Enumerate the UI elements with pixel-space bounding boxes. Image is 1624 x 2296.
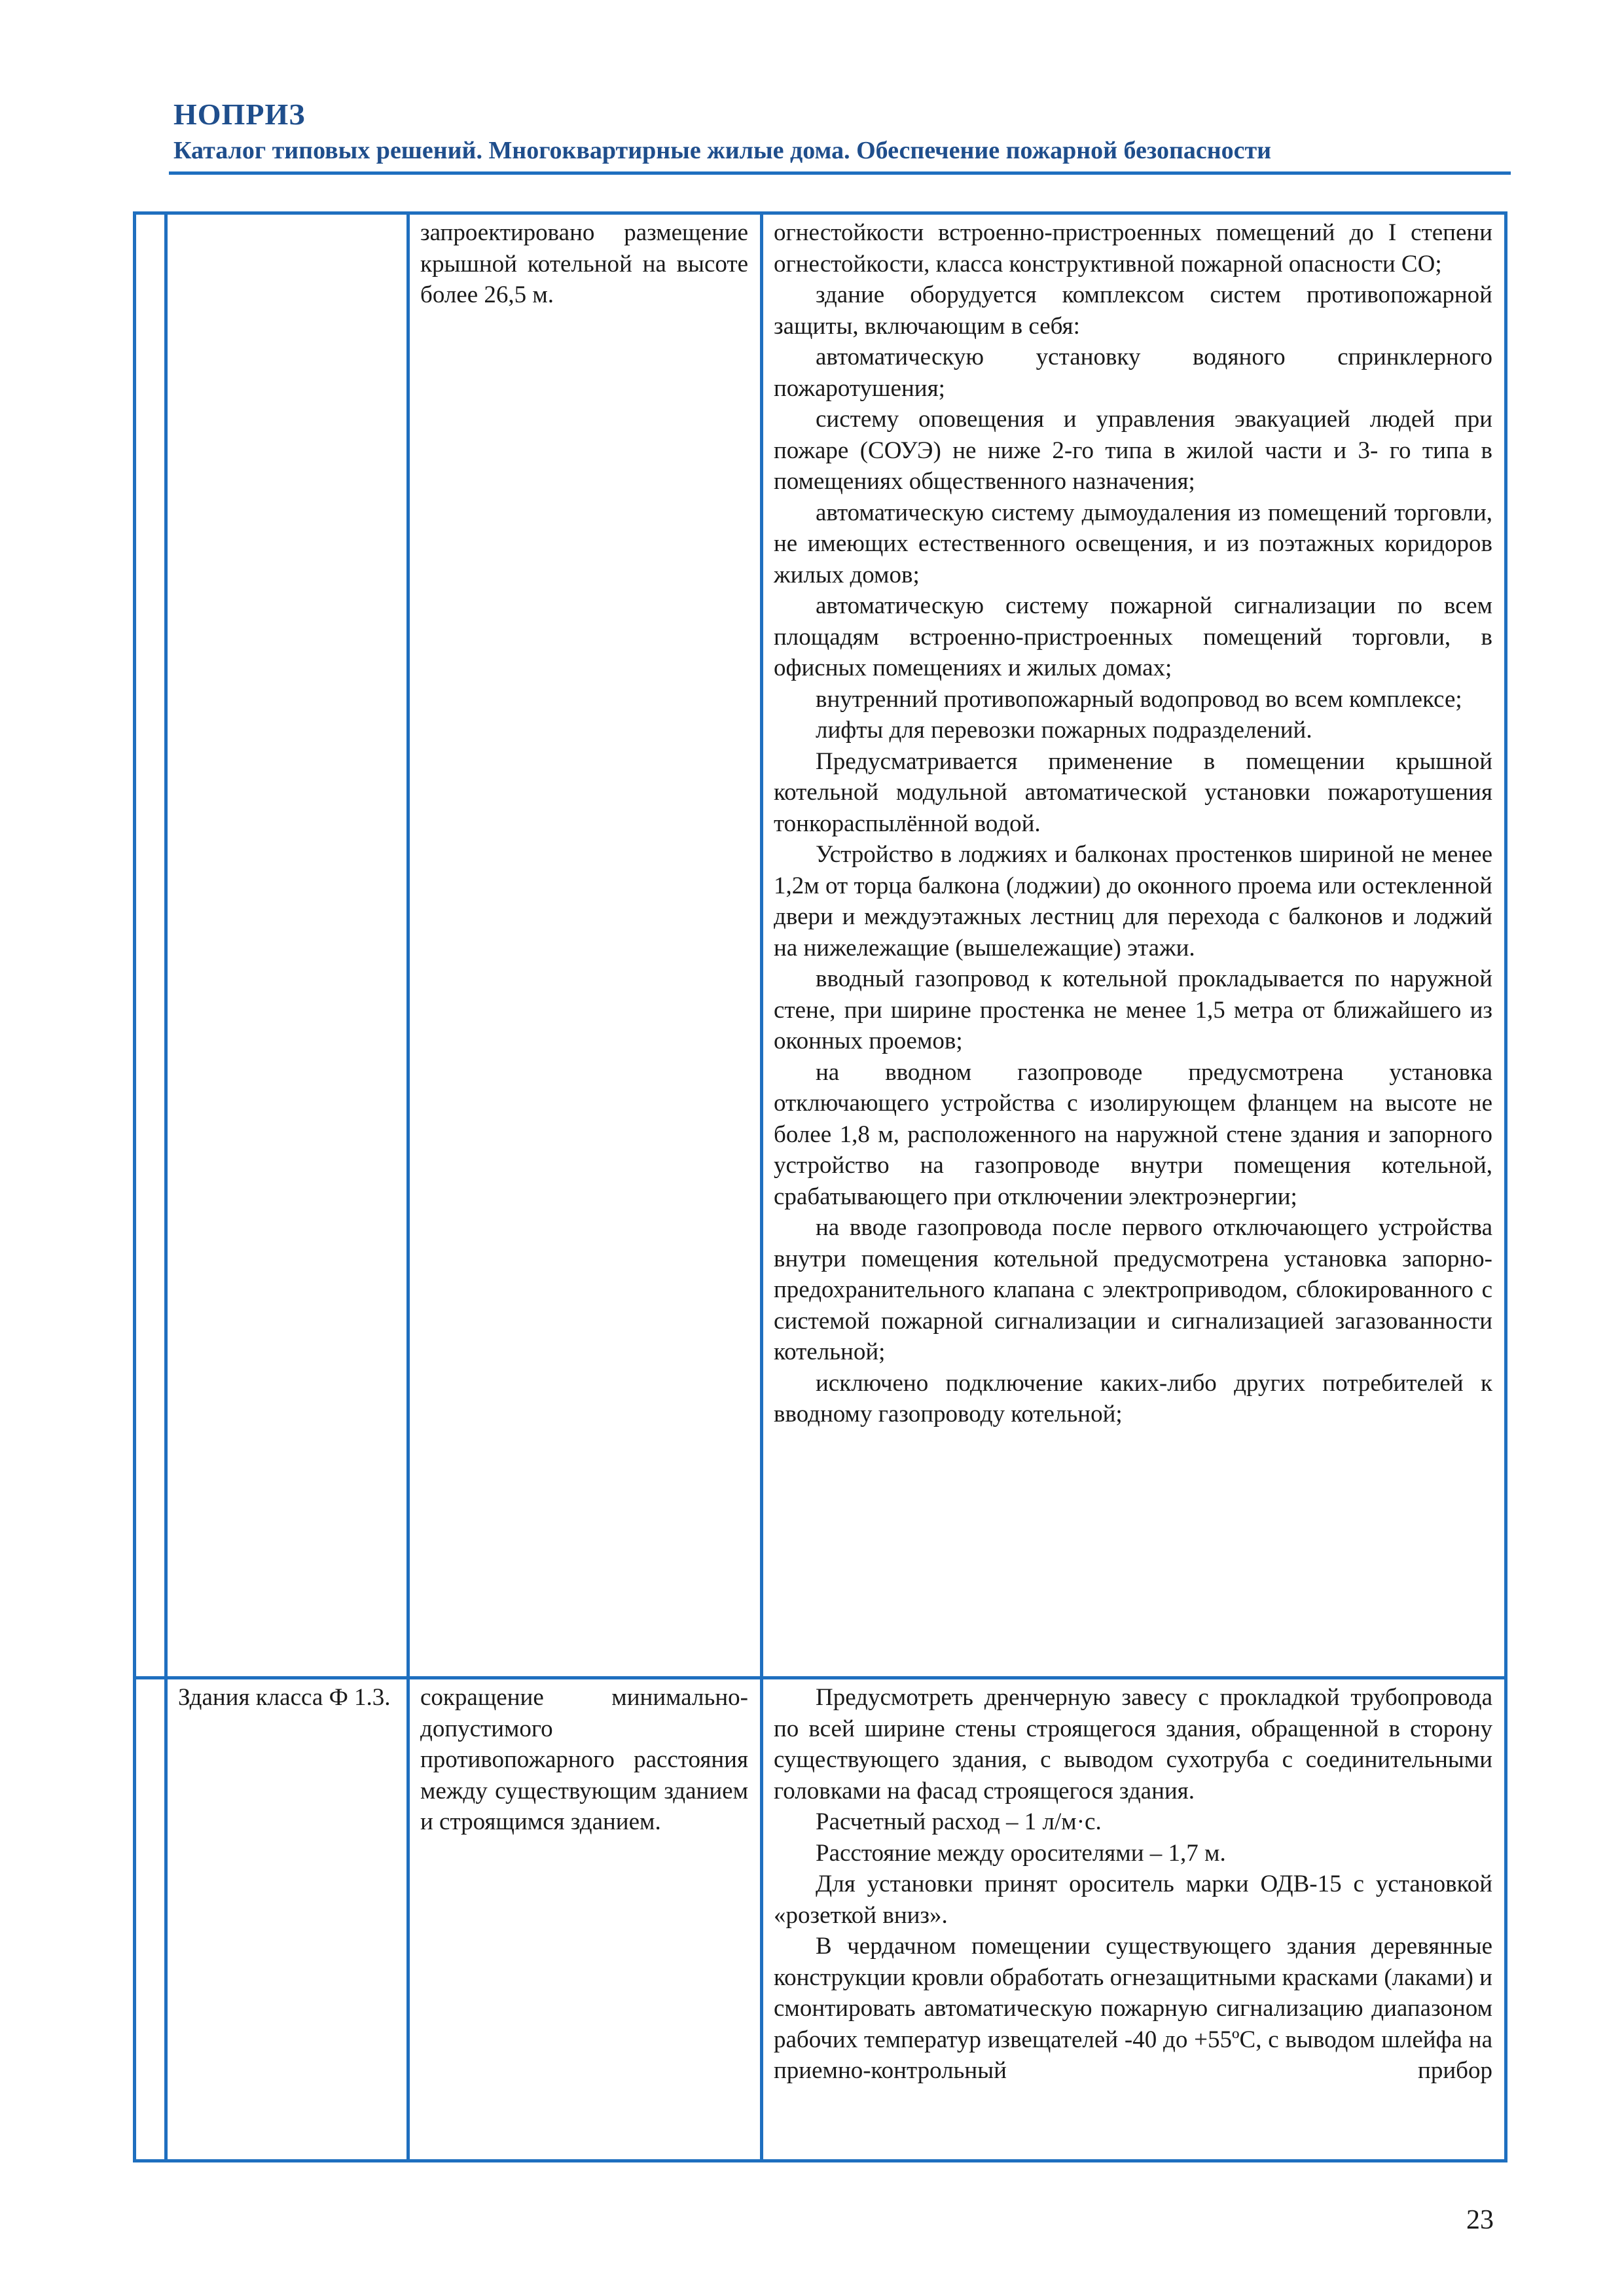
- row1-deviation-cell: запроектировано размещение крышной котельной на высоте более 26,5 м.: [408, 213, 762, 1678]
- table-row: [135, 1678, 1506, 2161]
- row2-number-cell: [135, 1678, 166, 2161]
- row2-deviation-cell: сокращение минимально-допустимого противопожарного расстояния между существующим зданием и строящимся зданием.: [408, 1678, 762, 2161]
- solution-paragraph: автоматическую систему дымоудаления из помещений торговли, не имеющих естественного освещения, и из поэтажных коридоров жилых домов;: [774, 499, 1492, 588]
- solution-paragraph: на вводе газопровода после первого отключающего устройства внутри помещения котельной предусмотрена установка запорно-предохранительного клапана с электроприводом, сблокированного с системой пожарной сигнализации и сигнализацией загазованности котельной;: [774, 1214, 1492, 1365]
- solution-paragraph: огнестойкости встроенно-пристроенных помещений до I степени огнестойкости, класса конструктивной пожарной опасности СО;: [774, 219, 1492, 278]
- solution-paragraph: лифты для перевозки пожарных подразделений.: [816, 717, 1312, 744]
- solution-paragraph: внутренний противопожарный водопровод во всем комплексе;: [816, 685, 1462, 713]
- row2-building-class-cell: Здания класса Ф 1.3.: [166, 1678, 408, 2161]
- row2-solution-cell: [762, 1678, 1506, 2161]
- solution-paragraph: В чердачном помещении существующего здания деревянные конструкции кровли обработать огнезащитными красками (лаками) и смонтировать автоматическую пожарную сигнализацию диапазоном рабочих температур извещателей -40 до +55ºС, с выводом шлейфа на приемно-контрольный прибор: [774, 1933, 1492, 2084]
- solution-paragraph: Устройство в лоджиях и балконах простенков шириной не менее 1,2м от торца балкона (лоджии) до оконного проема или остекленной двери и междуэтажных лестниц для перехода с балконов и лоджий на нижележащие (вышележащие) этажи.: [774, 841, 1492, 961]
- solution-paragraph: Расчетный расход – 1 л/м·с.: [816, 1808, 1102, 1835]
- header-org: НОПРИЗ: [173, 98, 306, 131]
- solution-paragraph: Предусматривается применение в помещении крышной котельной модульной автоматической установки пожаротушения тонкораспылённой водой.: [774, 747, 1492, 837]
- row1-building-class-cell: [166, 213, 408, 1678]
- page-number: 23: [1466, 2205, 1494, 2235]
- solution-paragraph: Для установки принят ороситель марки ОДВ-15 с установкой «розеткой вниз».: [774, 1871, 1492, 1929]
- row1-number-cell: [135, 213, 166, 1678]
- solution-paragraph: автоматическую систему пожарной сигнализации по всем площадям встроенно-пристроенных помещений торговли, в офисных помещениях и жилых домах;: [774, 592, 1492, 681]
- solution-paragraph: на вводном газопроводе предусмотрена установка отключающего устройства с изолирующем фланцем на высоте не более 1,8 м, расположенного на наружной стене здания и запорного устройство на газопроводе внутри помещения котельной, срабатывающего при отключении электроэнергии;: [774, 1058, 1492, 1210]
- solution-paragraph: вводный газопровод к котельной прокладывается по наружной стене, при ширине простенка не менее 1,5 метра от ближайшего из оконных проемов;: [774, 965, 1492, 1054]
- header-divider: [169, 171, 1511, 175]
- solutions-table: [133, 211, 1507, 2162]
- solution-paragraph: систему оповещения и управления эвакуацией людей при пожаре (СОУЭ) не ниже 2-го типа в жилой части и 3- го типа в помещениях общественного назначения;: [774, 406, 1492, 495]
- row1-solution-cell: [762, 213, 1506, 1678]
- solution-paragraph: Расстояние между оросителями – 1,7 м.: [816, 1839, 1226, 1867]
- header-subtitle: Каталог типовых решений. Многоквартирные жилые дома. Обеспечение пожарной безопасности: [173, 137, 1272, 164]
- solution-paragraph: автоматическую установку водяного спринклерного пожаротушения;: [774, 344, 1492, 402]
- solution-paragraph: исключено подключение каких-либо других потребителей к вводному газопроводу котельной;: [774, 1369, 1492, 1427]
- table-row: [135, 213, 1506, 1678]
- solution-paragraph: здание оборудуется комплексом систем противопожарной защиты, включающим в себя:: [774, 281, 1492, 340]
- solution-paragraph: Предусмотреть дренчерную завесу с прокладкой трубопровода по всей ширине стены строящегося здания, обращенной в сторону существующего здания, с выводом сухотруба с соединительными головками на фасад строящегося здания.: [774, 1684, 1492, 1804]
